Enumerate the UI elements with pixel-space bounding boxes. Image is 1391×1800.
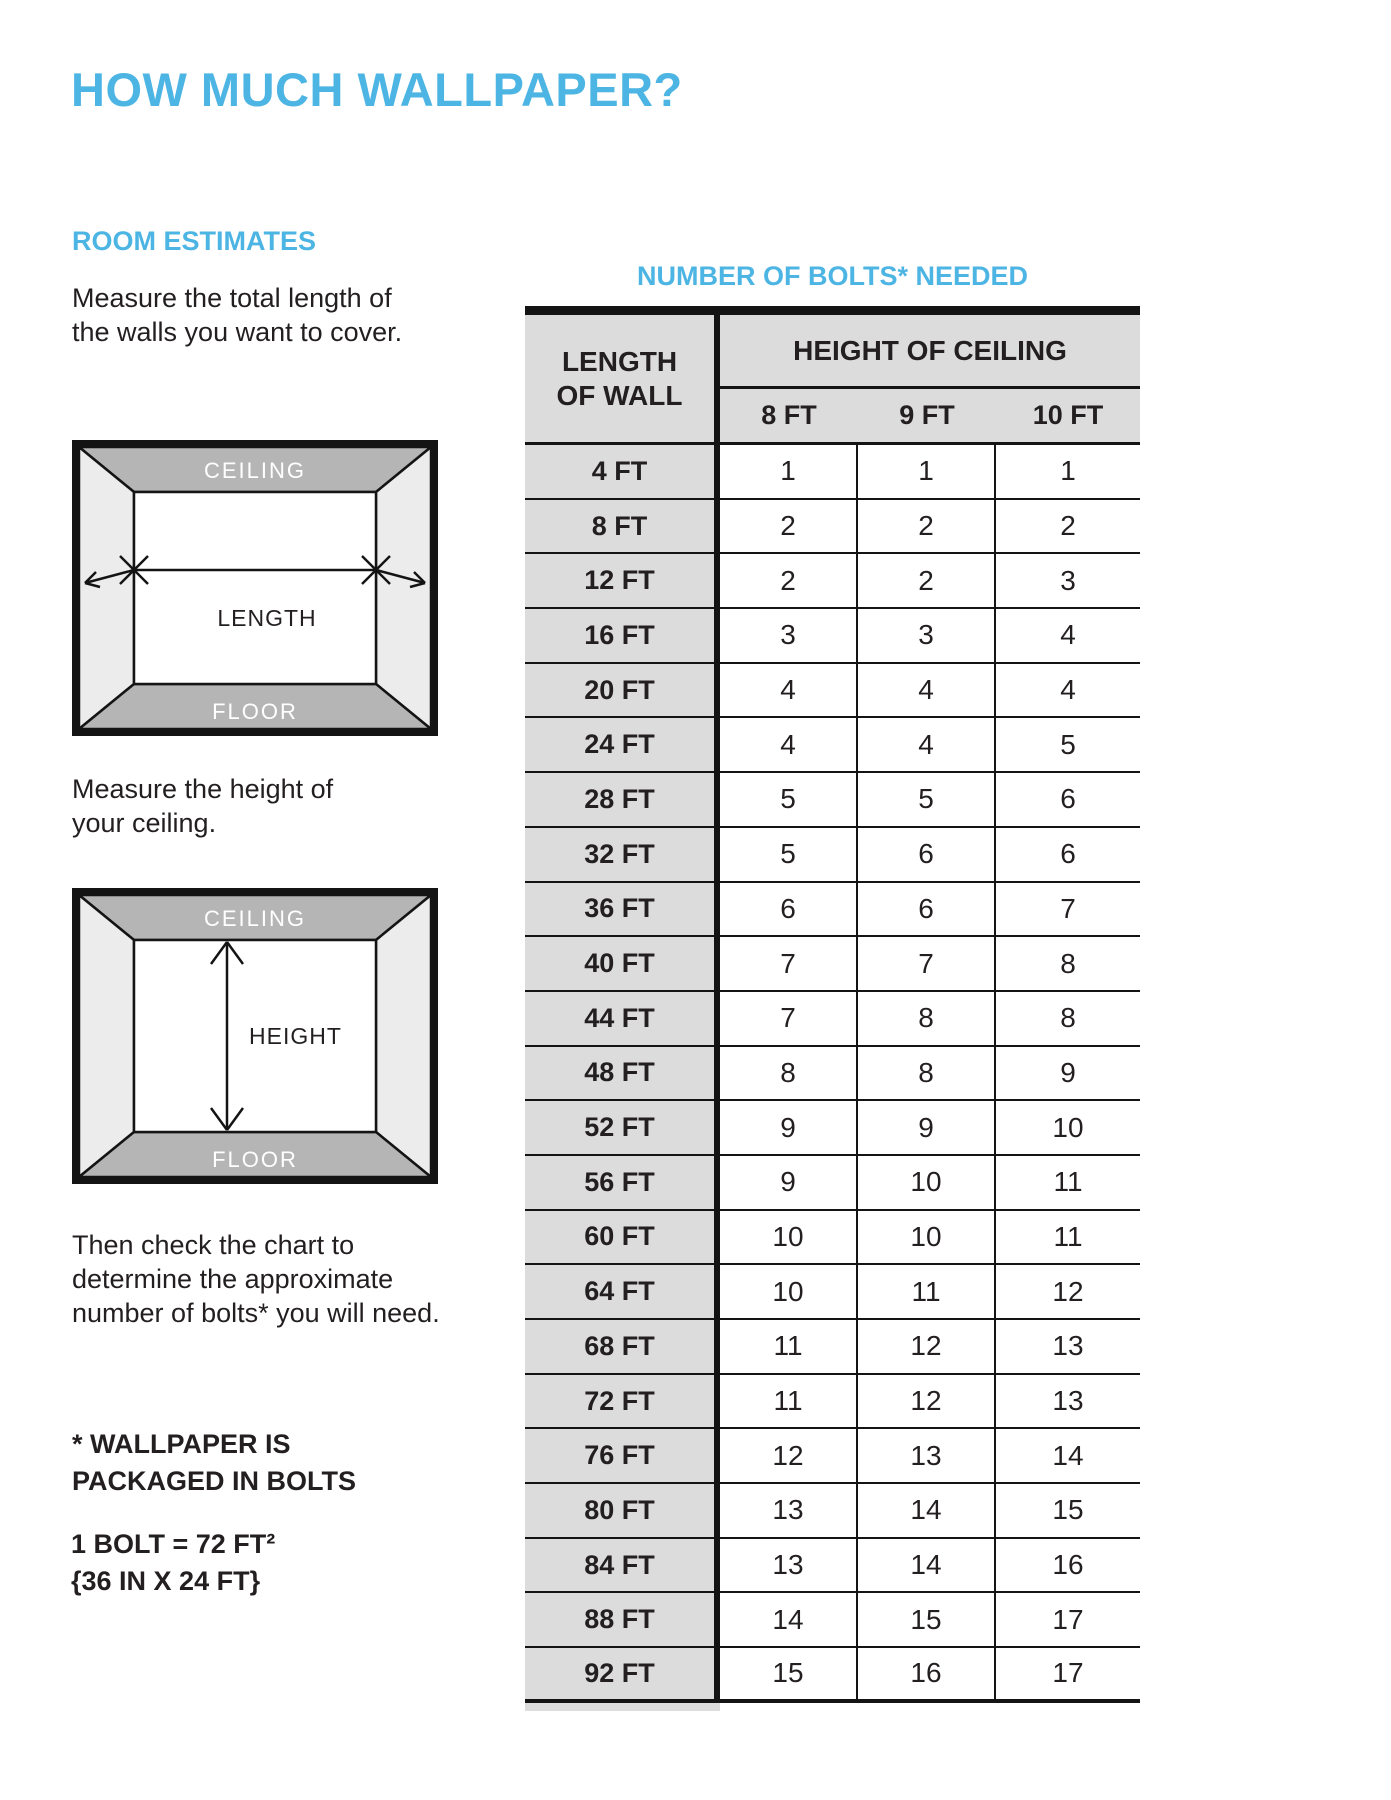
table-row — [525, 992, 1140, 1047]
ceiling-label: CEILING — [203, 906, 307, 931]
table-row — [525, 883, 1140, 938]
bolt-count-cell: 10 — [720, 1211, 858, 1266]
table-row — [525, 1484, 1140, 1539]
wall-length-cell: 40 FT — [525, 937, 720, 992]
bolt-count-cell: 5 — [858, 773, 996, 828]
floor-label: FLOOR — [212, 699, 298, 724]
instruction-length — [72, 281, 402, 349]
bolt-count-cell: 2 — [858, 500, 996, 555]
instruction-height-line2: your ceiling. — [72, 808, 217, 838]
instruction-length-line1: Measure the total length of — [72, 283, 392, 313]
table-row — [525, 828, 1140, 883]
wallpaper-bolts-footnote — [72, 1426, 356, 1500]
bolt-count-cell: 9 — [858, 1101, 996, 1156]
bolt-count-cell: 4 — [720, 664, 858, 719]
table-row — [525, 664, 1140, 719]
bolt-count-cell: 14 — [858, 1484, 996, 1539]
table-row — [525, 718, 1140, 773]
wall-length-cell: 20 FT — [525, 664, 720, 719]
table-row — [525, 1156, 1140, 1211]
bolt-definition — [71, 1526, 275, 1600]
bolt-count-cell: 14 — [720, 1593, 858, 1648]
table-row — [525, 1539, 1140, 1594]
table-row — [525, 554, 1140, 609]
bolt-count-cell: 16 — [996, 1539, 1140, 1594]
table-row — [525, 445, 1140, 500]
table-row — [525, 1648, 1140, 1703]
bolt-count-cell: 4 — [858, 718, 996, 773]
bolt-count-cell: 13 — [858, 1429, 996, 1484]
back-wall — [134, 492, 376, 684]
bolt-count-cell: 17 — [996, 1593, 1140, 1648]
instruction-length-line2: the walls you want to cover. — [72, 317, 403, 347]
bolt-count-cell: 8 — [996, 937, 1140, 992]
wall-length-cell: 68 FT — [525, 1320, 720, 1375]
instruction-height — [72, 772, 333, 840]
length-of-wall-line2: OF WALL — [556, 379, 683, 411]
bolt-count-cell: 12 — [996, 1265, 1140, 1320]
bolt-count-cell: 8 — [858, 1047, 996, 1102]
bolt-count-cell: 15 — [720, 1648, 858, 1703]
wall-length-cell: 12 FT — [525, 554, 720, 609]
table-row — [525, 609, 1140, 664]
bolt-count-cell: 12 — [858, 1375, 996, 1430]
bolt-count-cell: 10 — [858, 1156, 996, 1211]
wall-length-cell: 80 FT — [525, 1484, 720, 1539]
table-header — [525, 315, 1140, 445]
bolt-count-cell: 10 — [996, 1101, 1140, 1156]
table-body — [525, 445, 1140, 1703]
table-row — [525, 1047, 1140, 1102]
bolt-count-cell: 4 — [996, 664, 1140, 719]
wall-length-cell: 52 FT — [525, 1101, 720, 1156]
bolt-count-cell: 5 — [996, 718, 1140, 773]
left-wall — [79, 895, 134, 1177]
bolt-count-cell: 7 — [858, 937, 996, 992]
instruction-chart-line3: number of bolts* you will need. — [72, 1298, 440, 1328]
footnote-line2: PACKAGED IN BOLTS — [72, 1466, 357, 1496]
right-wall — [376, 895, 431, 1177]
wall-length-cell: 56 FT — [525, 1156, 720, 1211]
bolt-count-cell: 10 — [858, 1211, 996, 1266]
table-row — [525, 1593, 1140, 1648]
wall-length-cell: 88 FT — [525, 1593, 720, 1648]
bolt-count-cell: 9 — [996, 1047, 1140, 1102]
instruction-height-line1: Measure the height of — [72, 774, 334, 804]
col-header-9ft: 9 FT — [858, 389, 996, 445]
bolt-count-cell: 11 — [996, 1211, 1140, 1266]
bolt-count-cell: 11 — [996, 1156, 1140, 1211]
wall-length-cell: 92 FT — [525, 1648, 720, 1703]
bolt-count-cell: 1 — [858, 445, 996, 500]
bolt-count-cell: 3 — [858, 609, 996, 664]
bolt-count-cell: 1 — [720, 445, 858, 500]
table-row — [525, 1101, 1140, 1156]
instruction-chart — [72, 1228, 440, 1330]
wall-length-cell: 84 FT — [525, 1539, 720, 1594]
bolt-count-cell: 13 — [720, 1484, 858, 1539]
wall-length-cell: 16 FT — [525, 609, 720, 664]
instruction-chart-line1: Then check the chart to — [72, 1230, 355, 1260]
bolt-count-cell: 9 — [720, 1156, 858, 1211]
bolt-count-cell: 12 — [720, 1429, 858, 1484]
wall-length-cell: 60 FT — [525, 1211, 720, 1266]
bolt-count-cell: 4 — [858, 664, 996, 719]
room-estimates-heading: ROOM ESTIMATES — [72, 226, 317, 256]
bolt-count-cell: 8 — [996, 992, 1140, 1047]
bolts-table — [525, 306, 1140, 1711]
ceiling-label: CEILING — [203, 458, 307, 483]
bolt-count-cell: 6 — [996, 828, 1140, 883]
bolts-needed-heading: NUMBER OF BOLTS* NEEDED — [636, 261, 1028, 291]
bolt-count-cell: 7 — [996, 883, 1140, 938]
bolt-count-cell: 10 — [720, 1265, 858, 1320]
wall-length-cell: 76 FT — [525, 1429, 720, 1484]
bolt-count-cell: 13 — [996, 1375, 1140, 1430]
col-header-8ft: 8 FT — [720, 389, 858, 445]
table-row — [525, 1211, 1140, 1266]
bolt-count-cell: 2 — [858, 554, 996, 609]
height-of-ceiling-header: HEIGHT OF CEILING — [720, 315, 1140, 389]
bolt-definition-line1: 1 BOLT = 72 FT² — [71, 1529, 276, 1559]
page-title: HOW MUCH WALLPAPER? — [71, 63, 683, 116]
bolt-count-cell: 5 — [720, 773, 858, 828]
table-row — [525, 500, 1140, 555]
bolt-count-cell: 6 — [720, 883, 858, 938]
bolt-count-cell: 6 — [858, 883, 996, 938]
bolt-count-cell: 2 — [720, 500, 858, 555]
bolt-count-cell: 13 — [996, 1320, 1140, 1375]
floor-label: FLOOR — [212, 1147, 298, 1172]
bolt-count-cell: 17 — [996, 1648, 1140, 1703]
bolt-count-cell: 4 — [720, 718, 858, 773]
bolt-count-cell: 2 — [996, 500, 1140, 555]
table-row — [525, 1320, 1140, 1375]
table-row — [525, 773, 1140, 828]
bolt-definition-line2: {36 IN X 24 FT} — [71, 1566, 261, 1596]
instruction-chart-line2: determine the approximate — [72, 1264, 394, 1294]
bolt-count-cell: 2 — [720, 554, 858, 609]
left-wall — [79, 447, 134, 729]
height-label: HEIGHT — [249, 1023, 342, 1049]
wall-length-cell: 36 FT — [525, 883, 720, 938]
footnote-line1: * WALLPAPER IS — [72, 1429, 291, 1459]
room-length-diagram — [72, 440, 438, 736]
wall-length-cell: 24 FT — [525, 718, 720, 773]
bolt-count-cell: 6 — [996, 773, 1140, 828]
bolt-count-cell: 15 — [858, 1593, 996, 1648]
bolt-count-cell: 5 — [720, 828, 858, 883]
bolt-count-cell: 13 — [720, 1539, 858, 1594]
right-wall — [376, 447, 431, 729]
bolt-count-cell: 12 — [858, 1320, 996, 1375]
table-top-border — [525, 306, 1140, 315]
bolt-count-cell: 15 — [996, 1484, 1140, 1539]
wall-length-cell: 8 FT — [525, 500, 720, 555]
table-row — [525, 937, 1140, 992]
table-row — [525, 1375, 1140, 1430]
col-header-10ft: 10 FT — [996, 389, 1140, 445]
wall-length-cell: 28 FT — [525, 773, 720, 828]
bolt-count-cell: 14 — [996, 1429, 1140, 1484]
table-row — [525, 1265, 1140, 1320]
bolt-count-cell: 11 — [720, 1375, 858, 1430]
wall-length-cell: 4 FT — [525, 445, 720, 500]
wall-length-cell: 44 FT — [525, 992, 720, 1047]
wall-length-cell: 48 FT — [525, 1047, 720, 1102]
bolt-count-cell: 6 — [858, 828, 996, 883]
wall-length-cell: 64 FT — [525, 1265, 720, 1320]
bolt-count-cell: 3 — [996, 554, 1140, 609]
table-row — [525, 1429, 1140, 1484]
bolt-count-cell: 8 — [720, 1047, 858, 1102]
bolt-count-cell: 11 — [720, 1320, 858, 1375]
bolt-count-cell: 11 — [858, 1265, 996, 1320]
room-height-diagram — [72, 888, 438, 1184]
bolt-count-cell: 8 — [858, 992, 996, 1047]
bolt-count-cell: 14 — [858, 1539, 996, 1594]
length-of-wall-header — [525, 315, 720, 445]
bolt-count-cell: 16 — [858, 1648, 996, 1703]
length-of-wall-line1: LENGTH — [561, 345, 678, 377]
bolt-count-cell: 1 — [996, 445, 1140, 500]
wall-length-cell: 32 FT — [525, 828, 720, 883]
length-label: LENGTH — [217, 605, 317, 631]
bolt-count-cell: 3 — [720, 609, 858, 664]
bolt-count-cell: 9 — [720, 1101, 858, 1156]
bolt-count-cell: 4 — [996, 609, 1140, 664]
table-gray-tail — [525, 1703, 720, 1711]
bolt-count-cell: 7 — [720, 992, 858, 1047]
bolt-count-cell: 7 — [720, 937, 858, 992]
wall-length-cell: 72 FT — [525, 1375, 720, 1430]
